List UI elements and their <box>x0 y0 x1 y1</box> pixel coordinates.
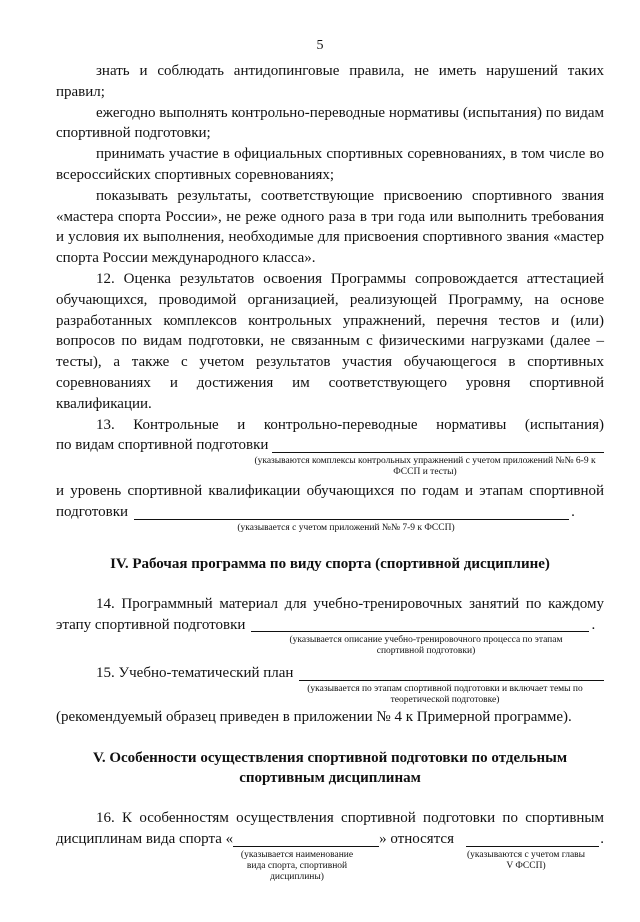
fill-in-blank <box>272 438 604 453</box>
period-mark: . <box>571 503 575 520</box>
paragraph-13-line2 <box>56 435 604 456</box>
paragraph-15-line2: (рекомендуемый образец приведен в приложении № 4 к Примерной программе). <box>56 709 572 726</box>
fill-in-blank <box>466 832 599 847</box>
paragraph-13-text: подготовки <box>56 503 129 520</box>
paragraph-13-line4 <box>56 502 604 523</box>
section-iv-title: IV. Рабочая программа по виду спорта (спортивной дисциплине) <box>110 555 550 572</box>
footnote-chapter-v: (указываются с учетом главы V ФССП) <box>466 849 586 871</box>
paragraph-15-text: 15. Учебно-тематический план <box>96 665 294 682</box>
fill-in-blank <box>299 666 604 681</box>
fill-in-blank <box>233 832 379 847</box>
paragraph-15-line1 <box>56 663 604 684</box>
footnote-controls: (указываются комплексы контрольных упражнений с учетом приложений №№ 6-9 к ФССП и тесты) <box>254 456 596 478</box>
page-number: 5 <box>316 38 324 53</box>
paragraph-16-line2 <box>56 829 604 850</box>
paragraph-14-line1: 14. Программный материал для учебно-тренировочных занятий по каждому <box>96 595 604 612</box>
bullet-paragraph: ежегодно выполнять контрольно-переводные нормативы (испытания) по видам спортивной подготовки; <box>56 104 604 142</box>
paragraph-14-line2 <box>56 615 604 636</box>
footnote-thematic-plan: (указывается по этапам спортивной подготовки и включает темы по теоретической подготовке) <box>307 684 583 706</box>
footnote-qualification: (указывается с учетом приложений №№ 7-9 к ФССП) <box>237 522 455 533</box>
paragraph-12: 12. Оценка результатов освоения Программы сопровождается аттестацией обучающихся, проводимой организацией, реализующей Программу, на основе разработанных комплексов контрольных упражнений, перечня тестов и (или) вопросов по видам подготовки, не связанным с физическими нагрузками (далее – тесты), а также с учетом результатов участия обучающегося в спортивных соревнованиях и достижения им соответствующего уровня спортивной квалификации. <box>56 270 604 412</box>
paragraph-16-text: » относятся <box>379 830 454 847</box>
paragraph-13-text: по видам спортивной подготовки <box>56 437 269 454</box>
section-v-title-line2: спортивным дисциплинам <box>239 769 421 786</box>
fill-in-blank <box>251 617 589 632</box>
paragraph-13-line1: 13. Контрольные и контрольно-переводные нормативы (испытания) <box>96 416 604 433</box>
footnote-training-process: (указывается описание учебно-тренировочного процесса по этапам спортивной подготовки) <box>289 635 563 657</box>
paragraph-16-text: дисциплинам вида спорта « <box>56 830 234 847</box>
paragraph-14-text: этапу спортивной подготовки <box>56 616 246 633</box>
paragraph-13-line3: и уровень спортивной квалификации обучающихся по годам и этапам спортивной <box>56 483 604 500</box>
bullet-paragraph: показывать результаты, соответствующие присвоению спортивного звания «мастера спорта России», не реже одного раза в три года или выполнить требования и условия их выполнения, необходимые для присвоения спортивного звания «мастер спорта России международного класса». <box>56 187 604 267</box>
fill-in-blank <box>134 505 569 520</box>
paragraph-16-footnotes <box>56 850 604 883</box>
period-mark: . <box>591 616 596 633</box>
bullet-paragraph: знать и соблюдать антидопинговые правила, не иметь нарушений таких правил; <box>56 63 604 100</box>
bullet-paragraph: принимать участие в официальных спортивных соревнованиях, в том числе во всероссийских спортивных соревнованиях; <box>56 146 604 183</box>
paragraph-16-line1: 16. К особенностям осуществления спортивной подготовки по спортивным <box>96 809 604 826</box>
section-v-title-line1: V. Особенности осуществления спортивной подготовки по отдельным <box>92 749 568 766</box>
period-mark: . <box>600 830 604 847</box>
footnote-sport-name: (указывается наименование вида спорта, спортивной дисциплины) <box>240 849 354 882</box>
page-content <box>56 61 604 883</box>
